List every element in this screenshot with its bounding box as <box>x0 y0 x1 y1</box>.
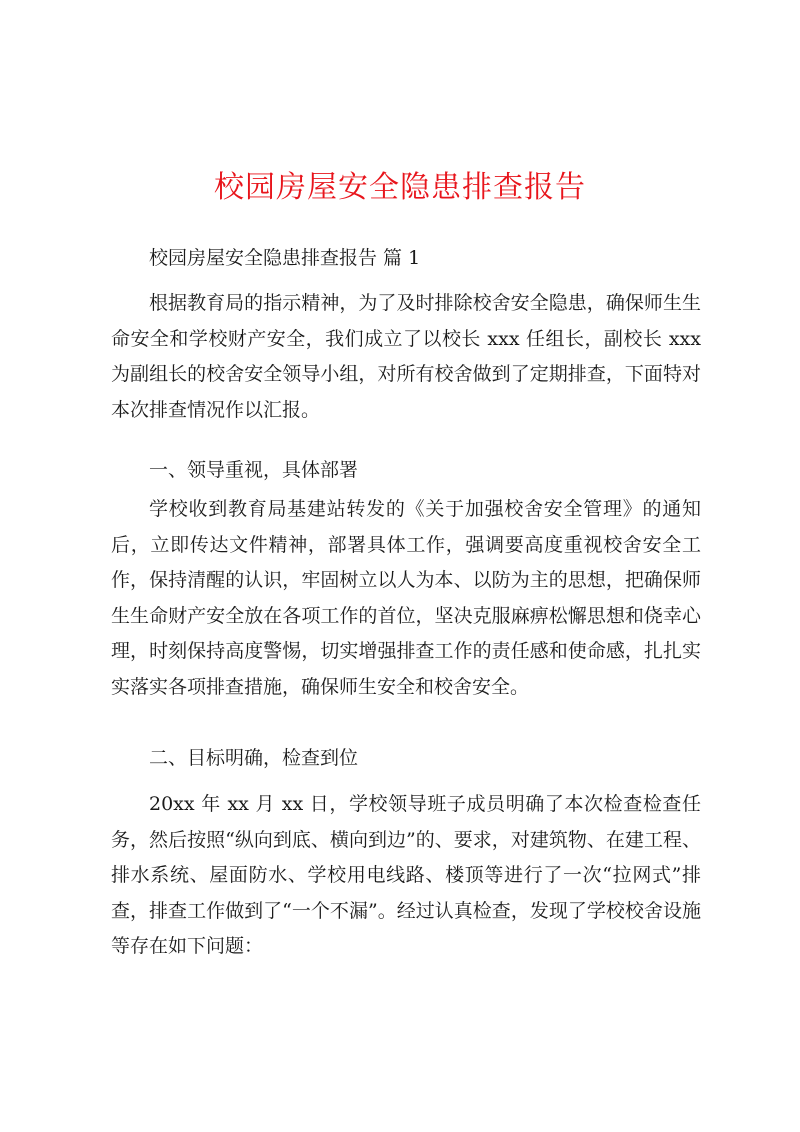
document-subtitle: 校园房屋安全隐患排查报告 篇 1 <box>149 247 421 269</box>
document-title: 校园房屋安全隐患排查报告 <box>214 170 586 205</box>
paragraph-inspection: 20xx 年 xx 月 xx 日，学校领导班子成员明确了本次检查检查任务，然后按照“纵向到底、横向到边”的、要求，对建筑物、在建工程、排水系统、屋面防水、学校用电线路、楼顶等进行了一次“拉网式”排查，排查工作做到了“一个不漏”。经过认真检查，发现了学校校舍设施等存在如下问题： <box>111 793 701 957</box>
paragraph-leadership: 学校收到教育局基建站转发的《关于加强校舍安全管理》的通知后，立即传达文件精神，部署具体工作，强调要高度重视校舍安全工作，保持清醒的认识，牢固树立以人为本、以防为主的思想，把确保师生生命财产安全放在各项工作的首位，坚决克服麻痹松懈思想和侥幸心理，时刻保持高度警惕，切实增强排查工作的责任感和使命感，扎扎实实落实各项排查措施，确保师生安全和校舍安全。 <box>111 498 701 698</box>
paragraph-intro: 根据教育局的指示精神，为了及时排除校舍安全隐患，确保师生生命安全和学校财产安全，我们成立了以校长 xxx 任组长，副校长 xxx 为副组长的校舍安全领导小组，对所有校舍做到了定期排查，下面特对本次排查情况作以汇报。 <box>111 292 701 421</box>
section-heading-1: 一、领导重视，具体部署 <box>149 459 359 481</box>
section-heading-2: 二、目标明确，检查到位 <box>149 747 359 769</box>
